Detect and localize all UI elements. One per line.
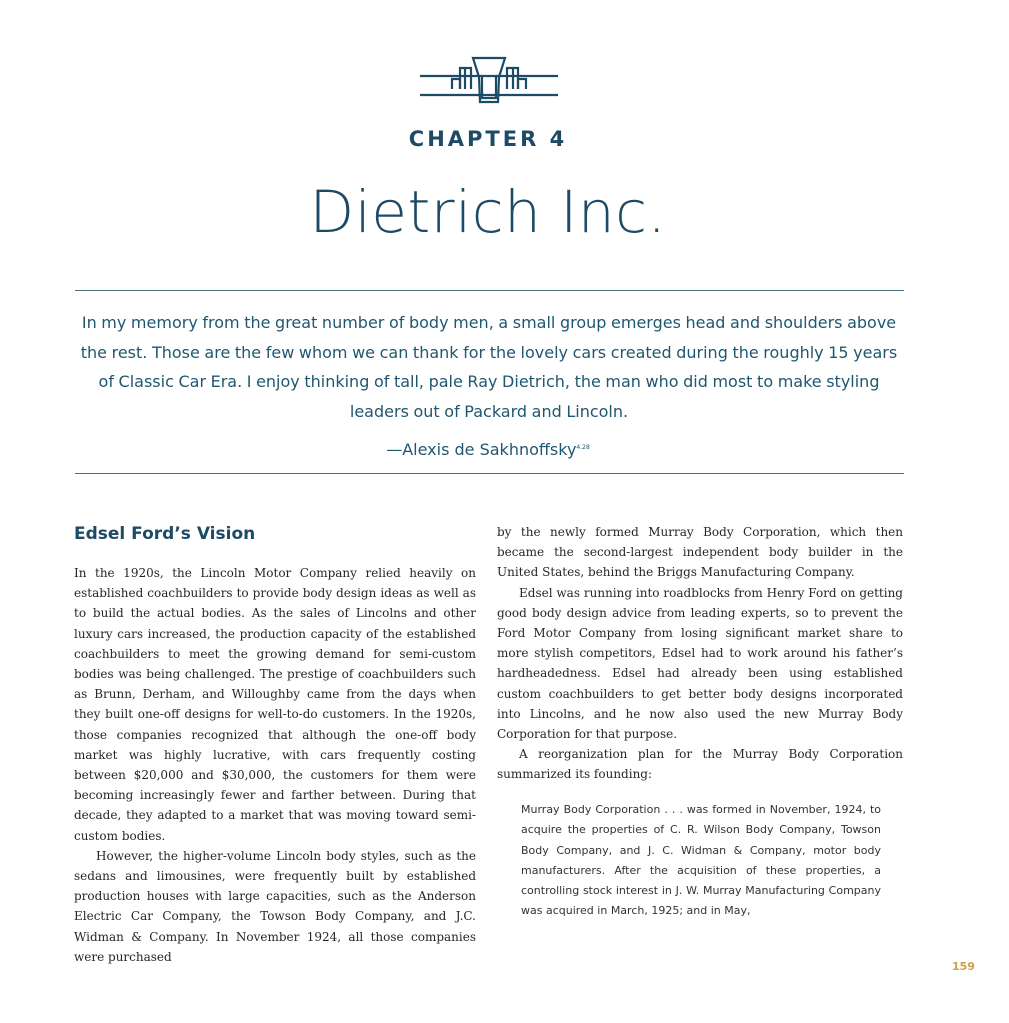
chapter-ornament [420, 55, 558, 105]
epigraph-top-divider [75, 290, 904, 291]
epigraph-citation: 4.28 [576, 444, 590, 451]
epigraph-quote: In my memory from the great number of body men, a small group emerges head and shoulders above the rest. Those are the few whom we can thank for the lovely cars created during the roughly 15 years of Classic Car Era. I enjoy thinking of tall, pale Ray Dietrich, the man who did most to make styling leaders out of Packard and Lincoln. [80, 313, 898, 421]
right-text-column [497, 522, 903, 785]
epigraph-attribution [0, 440, 976, 459]
epigraph-bottom-divider [75, 473, 904, 474]
page-number: 159 [952, 960, 975, 973]
art-deco-ornament-icon [420, 55, 558, 105]
epigraph-author: —Alexis de Sakhnoffsky [386, 440, 577, 459]
body-paragraph: A reorganization plan for the Murray Body Corporation summarized its founding: [497, 747, 903, 782]
section-heading: Edsel Ford’s Vision [74, 524, 256, 544]
body-paragraph: In the 1920s, the Lincoln Motor Company relied heavily on established coachbuilders to provide body design ideas as well as to build the actual bodies. As the sales of Lincolns and other luxury cars increased, the production capacity of the established coachbuilders to meet the growing demand for semi-custom bodies was being challenged. The prestige of coachbuilders such as Brunn, Derham, and Willoughby came from the days when they built one-off designs for well-to-do customers. In the 1920s, those companies recognized that although the one-off body market was highly lucrative, with cars frequently costing between $20,000 and $30,000, the customers for them were becoming increasingly fewer and farther between. During that decade, they adapted to a market that was moving toward semi-custom bodies. [74, 566, 476, 843]
chapter-label: CHAPTER 4 [408, 127, 568, 151]
chapter-title: Dietrich Inc. [309, 178, 667, 246]
body-paragraph: by the newly formed Murray Body Corporation, which then became the second-largest independent body builder in the United States, behind the Briggs Manufacturing Company. [497, 525, 903, 580]
left-text-column [74, 563, 476, 967]
body-paragraph: However, the higher-volume Lincoln body styles, such as the sedans and limousines, were frequently built by established production houses with large capacities, such as the Anderson Electric Car Company, the Towson Body Company, and J.C. Widman & Company. In November 1924, all those companies were purchased [74, 848, 476, 964]
body-paragraph: Edsel was running into roadblocks from Henry Ford on getting good body design advice from leading experts, so to prevent the Ford Motor Company from losing significant market share to more stylish competitors, Edsel had to work around his father’s hardheadedness. Edsel had already been using established custom coachbuilders to get better body designs incorporated into Lincolns, and he now also used the new Murray Body Corporation for that purpose. [497, 585, 903, 742]
block-quote: Murray Body Corporation . . . was formed in November, 1924, to acquire the properties of C. R. Wilson Body Company, Towson Body Company, and J. C. Widman & Company, motor body manufacturers. After the acquisition of these properties, a controlling stock interest in J. W. Murray Manufacturing Company was acquired in March, 1925; and in May, [521, 803, 881, 918]
